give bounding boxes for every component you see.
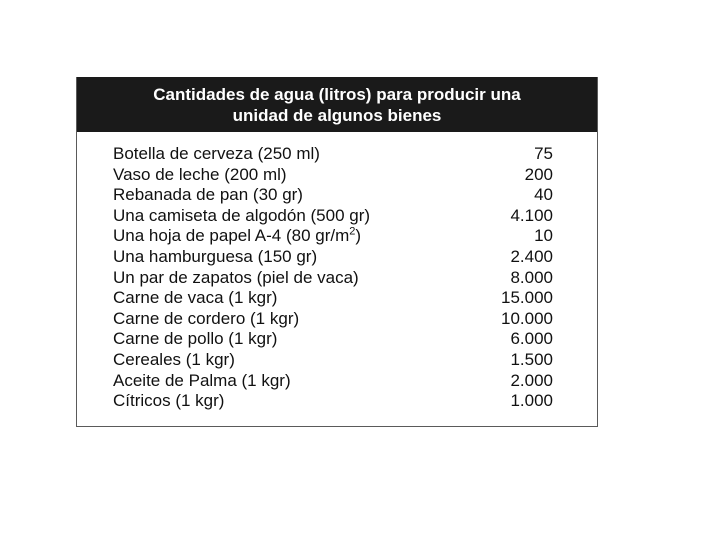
row-value: 4.100 [510, 205, 553, 225]
superscript: 2 [349, 225, 356, 238]
table-row [113, 350, 553, 371]
row-value: 2.000 [510, 370, 553, 390]
row-label: Rebanada de pan (30 gr) [113, 185, 303, 205]
row-value: 75 [534, 144, 553, 163]
row-label: Carne de vaca (1 kgr) [113, 288, 278, 308]
row-label-text: Una hoja de papel A-4 (80 gr/m [113, 226, 350, 246]
row-value: 15.000 [501, 288, 553, 308]
table-row [113, 226, 553, 247]
row-value: 10.000 [501, 308, 553, 328]
row-label: Cítricos (1 kgr) [113, 391, 225, 411]
row-label [113, 226, 361, 247]
table-row [113, 309, 553, 330]
table-row [113, 288, 553, 309]
row-value: 1.500 [510, 349, 553, 369]
row-value: 10 [534, 226, 553, 246]
table-rows [113, 144, 553, 412]
row-value: 1.000 [510, 391, 553, 411]
table-row [113, 268, 553, 289]
table-row [113, 144, 553, 165]
row-label: Cereales (1 kgr) [113, 349, 235, 369]
row-label: Carne de pollo (1 kgr) [113, 329, 278, 349]
table-row [113, 329, 553, 350]
table-header [77, 77, 597, 132]
row-label: Carne de cordero (1 kgr) [113, 308, 300, 328]
row-value: 40 [534, 185, 553, 205]
row-label: Una hamburguesa (150 gr) [113, 246, 318, 266]
row-value: 200 [524, 164, 553, 184]
water-footprint-table [76, 77, 598, 427]
row-value: 8.000 [510, 267, 553, 287]
row-label: Aceite de Palma (1 kgr) [113, 370, 291, 390]
table-title: Cantidades de agua (litros) para producir una unidad de algunos bienes [153, 84, 521, 125]
row-label: Una camiseta de algodón (500 gr) [113, 205, 371, 225]
row-label-end: ) [355, 226, 362, 246]
table-row [113, 165, 553, 186]
table-row [113, 371, 553, 392]
table-row [113, 206, 553, 227]
row-value: 6.000 [510, 329, 553, 349]
row-label: Un par de zapatos (piel de vaca) [113, 267, 359, 287]
table-row [113, 247, 553, 268]
row-value: 2.400 [510, 246, 553, 266]
table-row [113, 185, 553, 206]
row-label: Botella de cerveza (250 ml) [113, 144, 320, 163]
row-label: Vaso de leche (200 ml) [113, 164, 287, 184]
table-row [113, 391, 553, 412]
